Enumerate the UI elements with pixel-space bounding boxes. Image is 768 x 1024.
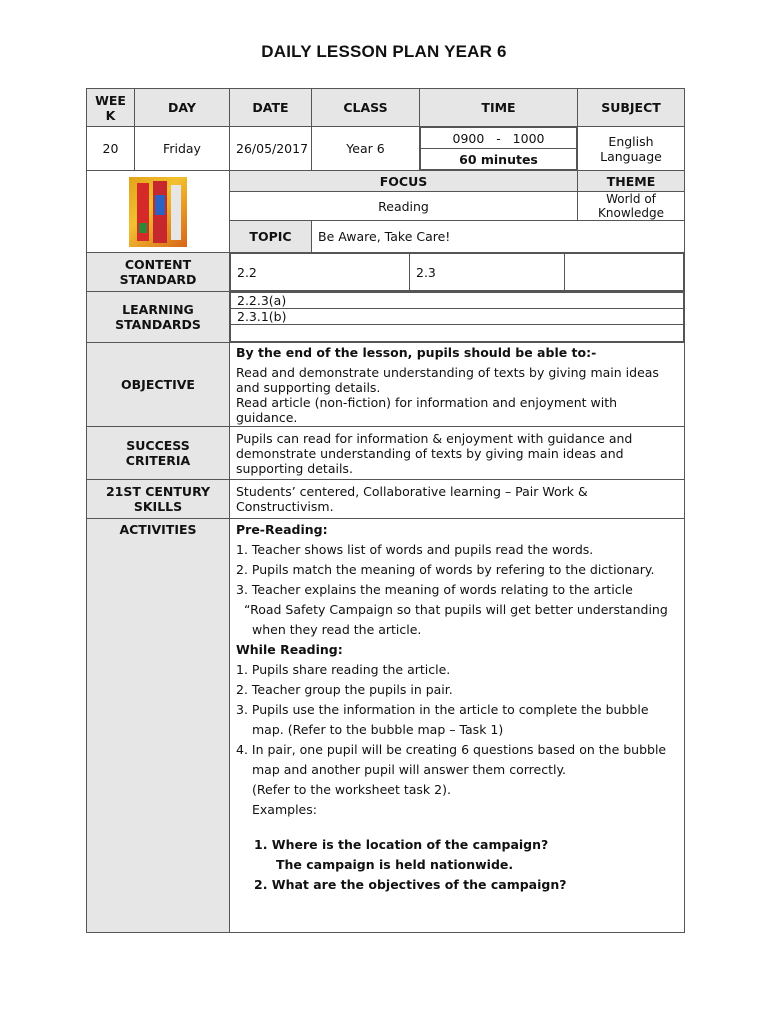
content-standard-2: 2.3 (410, 254, 565, 291)
example-question-1: 1. Where is the location of the campaign? (254, 837, 549, 852)
activities-label: ACTIVITIES (87, 519, 230, 933)
learning-standard-3 (231, 325, 684, 342)
learning-standards-cell (230, 292, 685, 343)
while-reading-step-2: 2. Teacher group the pupils in pair. (236, 682, 453, 697)
header-class: CLASS (312, 89, 420, 127)
while-reading-step-3: 3. Pupils use the information in the article to complete the bubble (236, 702, 649, 717)
objective-cell (230, 343, 685, 427)
content-standard-1: 2.2 (231, 254, 410, 291)
content-standard-cell (230, 253, 685, 292)
pre-reading-step-3-cont2: when they read the article. (252, 622, 422, 637)
pre-reading-step-1: 1. Teacher shows list of words and pupils read the words. (236, 542, 594, 557)
time-range: 0900 - 1000 (421, 128, 577, 149)
learning-standard-1: 2.2.3(a) (231, 293, 684, 309)
theme-label: THEME (578, 171, 685, 192)
objective-intro: By the end of the lesson, pupils should be able to:- (236, 344, 597, 360)
objective-line-2: Read article (non-fiction) for information and enjoyment with guidance. (236, 394, 618, 425)
success-criteria-label: SUCCESS CRITERIA (87, 427, 230, 480)
pre-reading-heading: Pre-Reading: (236, 522, 328, 537)
header-subject: SUBJECT (578, 89, 685, 127)
textbook-image-cell (87, 171, 230, 253)
objective-label: OBJECTIVE (87, 343, 230, 427)
topic-value: Be Aware, Take Care! (312, 221, 685, 253)
pre-reading-step-3: 3. Teacher explains the meaning of words relating to the article (236, 582, 633, 597)
lesson-plan-table (86, 88, 685, 933)
examples-label: Examples: (252, 802, 317, 817)
activities-cell (230, 519, 685, 933)
textbook-cover-icon (129, 177, 187, 247)
while-reading-step-4: 4. In pair, one pupil will be creating 6 questions based on the bubble (236, 742, 667, 757)
theme-value: World of Knowledge (578, 192, 685, 221)
example-answer-1: The campaign is held nationwide. (276, 857, 514, 872)
page-title: DAILY LESSON PLAN YEAR 6 (261, 42, 507, 61)
while-reading-step-4-cont: map and another pupil will answer them correctly. (252, 762, 567, 777)
content-standard-3 (565, 254, 684, 291)
header-time: TIME (420, 89, 578, 127)
success-criteria-text (230, 427, 685, 480)
while-reading-step-1: 1. Pupils share reading the article. (236, 662, 451, 677)
date-value: 26/05/2017 (230, 127, 312, 171)
class-value: Year 6 (312, 127, 420, 171)
while-reading-step-3-cont: map. (Refer to the bubble map – Task 1) (252, 722, 504, 737)
time-duration: 60 minutes (421, 149, 577, 170)
objective-line-1: Read and demonstrate understanding of texts by giving main ideas and supporting details. (236, 364, 659, 395)
topic-label: TOPIC (230, 221, 312, 253)
pre-reading-step-3-cont: “Road Safety Campaign so that pupils will get better understanding (244, 602, 668, 617)
skills-paragraph: Students’ centered, Collaborative learning – Pair Work & Constructivism. (236, 484, 588, 514)
learning-standards-label: LEARNING STANDARDS (87, 292, 230, 343)
skills-label: 21ST CENTURY SKILLS (87, 480, 230, 519)
header-day: DAY (135, 89, 230, 127)
learning-standard-2: 2.3.1(b) (231, 309, 684, 325)
content-standard-label: CONTENT STANDARD (87, 253, 230, 292)
week-value: 20 (87, 127, 135, 171)
while-reading-heading: While Reading: (236, 642, 343, 657)
success-criteria-paragraph: Pupils can read for information & enjoyment with guidance and demonstrate understanding of texts by giving main ideas and supporting details. (236, 430, 633, 476)
header-week: WEE K (87, 89, 135, 127)
header-date: DATE (230, 89, 312, 127)
day-value: Friday (135, 127, 230, 171)
pre-reading-step-2: 2. Pupils match the meaning of words by refering to the dictionary. (236, 562, 655, 577)
while-reading-step-4-ref: (Refer to the worksheet task 2). (252, 782, 451, 797)
focus-label: FOCUS (230, 171, 578, 192)
example-question-2: 2. What are the objectives of the campaign? (254, 877, 567, 892)
subject-value: English Language (578, 127, 685, 171)
time-cell (420, 127, 578, 171)
focus-value: Reading (230, 192, 578, 221)
skills-text (230, 480, 685, 519)
